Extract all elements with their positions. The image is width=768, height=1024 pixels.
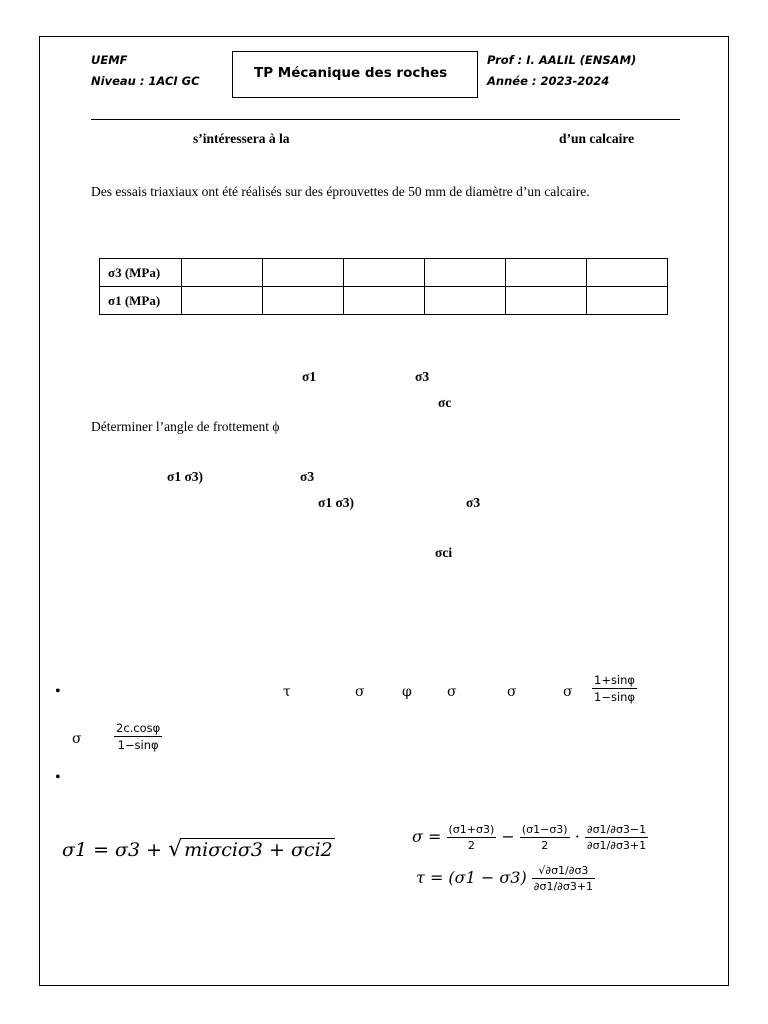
q5-sigmaci: σci [435, 545, 453, 560]
fraction-denominator: ∂σ1/∂σ3+1 [586, 839, 647, 852]
bullet-2: • [55, 769, 61, 786]
bullet-1: • [55, 683, 61, 700]
table-row [100, 287, 668, 315]
q1-sigma1: σ1 [302, 369, 317, 384]
fraction-numerator: (σ1+σ3) [448, 823, 495, 836]
table-row [100, 259, 668, 287]
table-cell [263, 259, 344, 287]
phi-symbol: φ [402, 684, 412, 700]
q4-sigma-pair: σ1 σ3) [318, 495, 355, 510]
table-cell [425, 287, 506, 315]
q4-sigma3: σ3 [466, 495, 481, 510]
table-cell [344, 259, 425, 287]
minus-sign: − [501, 827, 515, 846]
fraction-cohesion-term [114, 721, 162, 752]
fraction-numerator: 1+sinφ [594, 673, 636, 687]
tau-formula-lhs: τ = (σ1 − σ3) [416, 868, 527, 887]
q3-sigma-pair: σ1 σ3) [167, 469, 204, 484]
table-cell [344, 287, 425, 315]
sigma-formula-lhs: σ = [412, 827, 442, 846]
fraction-denominator: 1−sinφ [117, 738, 159, 752]
intro-part-a: s’intéressera à la [193, 131, 290, 146]
tau-symbol: τ [283, 684, 291, 700]
sigma-symbol: σ [72, 731, 82, 747]
row-label-sigma3: σ3 (MPa) [100, 259, 182, 287]
professor-label: Prof : I. AALIL (ENSAM) [487, 53, 637, 67]
fraction-passive-coef [592, 673, 637, 704]
tau-formula [416, 864, 595, 893]
school-name: UEMF [91, 53, 128, 67]
q3-sigma3: σ3 [300, 469, 315, 484]
sqrt-icon: √ [168, 837, 183, 862]
fraction-denominator: 1−sinφ [594, 690, 636, 704]
sigma-symbol: σ [447, 684, 457, 700]
level-label: Niveau : 1ACI GC [91, 74, 200, 88]
fraction-denominator: 2 [541, 839, 549, 852]
fraction-numerator: ∂σ1/∂σ3−1 [586, 823, 647, 836]
dot-sign: · [574, 827, 580, 846]
table-cell [182, 259, 263, 287]
hoek-brown-radicand: miσciσ3 + σci2 [184, 839, 333, 861]
table-cell [506, 287, 587, 315]
fraction-numerator: √∂σ1/∂σ3 [532, 864, 595, 879]
fraction-denominator: ∂σ1/∂σ3+1 [533, 880, 594, 893]
sigma-symbol: σ [563, 684, 573, 700]
fraction-denominator: 2 [467, 839, 475, 852]
table-cell [587, 259, 668, 287]
intro-sentence: Des essais triaxiaux ont été réalisés sur des éprouvettes de 50 mm de diamètre d’un calcaire. [91, 184, 590, 199]
fraction-numerator: (σ1−σ3) [521, 823, 568, 836]
intro-part-b: d’un calcaire [559, 131, 635, 146]
table-cell [182, 287, 263, 315]
q2-friction-angle: Déterminer l’angle de frottement ϕ [91, 419, 280, 434]
q1-sigmac: σc [438, 395, 452, 410]
sigma-symbol: σ [355, 684, 365, 700]
year-label: Année : 2023-2024 [487, 74, 610, 88]
q1-sigma3: σ3 [415, 369, 430, 384]
header-rule [91, 119, 680, 120]
fraction-numerator: 2c.cosφ [116, 721, 161, 735]
table-cell [506, 259, 587, 287]
document-title: TP Mécanique des roches [254, 65, 448, 81]
table-cell [587, 287, 668, 315]
sigma-formula [412, 823, 648, 852]
table-cell [263, 287, 344, 315]
sigma-symbol: σ [507, 684, 517, 700]
row-label-sigma1: σ1 (MPa) [100, 287, 182, 315]
triaxial-table [99, 258, 668, 315]
hoek-brown-lhs: σ1 = σ3 + [62, 839, 163, 861]
hoek-brown-criterion [62, 837, 335, 862]
table-cell [425, 259, 506, 287]
